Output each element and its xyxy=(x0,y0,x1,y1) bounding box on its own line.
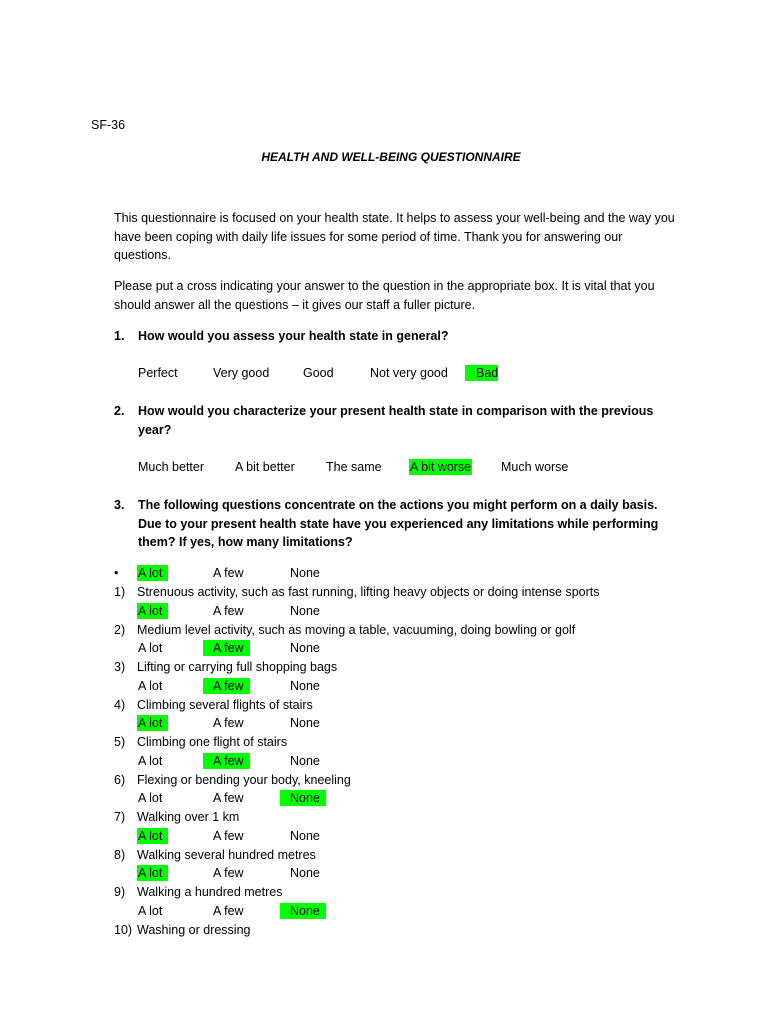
q3-item-label: Walking a hundred metres xyxy=(137,885,283,899)
q3-item-label: Strenuous activity, such as fast running, lifting heavy objects or doing intense sports xyxy=(137,585,600,599)
q3-item-number: 5) xyxy=(114,735,126,749)
scale-option-a-lot-selected[interactable]: A lot xyxy=(137,715,168,731)
q2-number: 2. xyxy=(114,404,125,418)
q3-item-number: 3) xyxy=(114,660,126,674)
q3-item-number: 7) xyxy=(114,810,126,824)
q3-item-label: Climbing one flight of stairs xyxy=(137,735,288,749)
scale-option-a-lot-selected[interactable]: A lot xyxy=(137,603,168,619)
q1-option[interactable]: Perfect xyxy=(138,366,178,380)
q1-option[interactable]: Very good xyxy=(213,366,270,380)
scale-option-none[interactable]: None xyxy=(290,641,320,656)
q3-item-number: 9) xyxy=(114,885,126,899)
scale-option-a-lot[interactable]: A lot xyxy=(138,641,163,656)
q3-text: The following questions concentrate on the actions you might perform on a daily basis. Due to your present health state have you experienced any limitations while performing them? If yes, how many limitations? xyxy=(138,498,659,549)
scale-option-a-lot[interactable]: A lot xyxy=(137,565,168,581)
scale-option-none[interactable]: None xyxy=(290,603,320,618)
scale-option-none[interactable]: None xyxy=(290,866,320,881)
instructions-paragraph: Please put a cross indicating your answer to the question in the appropriate box. It is vital that you should answer all the questions – it gives our staff a fuller picture. xyxy=(114,279,655,312)
q3-bullet: • xyxy=(114,566,119,580)
q3-number: 3. xyxy=(114,498,125,512)
scale-option-none-selected[interactable]: None xyxy=(280,903,326,919)
scale-option-a-few[interactable]: A few xyxy=(213,566,244,580)
scale-option-a-few[interactable]: A few xyxy=(213,828,244,843)
scale-option-a-lot-selected[interactable]: A lot xyxy=(137,828,168,844)
q3-item-label: Climbing several flights of stairs xyxy=(137,697,313,712)
scale-option-a-lot[interactable]: A lot xyxy=(138,678,163,693)
q1-text: How would you assess your health state in general? xyxy=(138,329,449,343)
scale-option-a-few[interactable]: A few xyxy=(213,716,244,731)
q3-item-number: 2) xyxy=(114,622,126,637)
q3-item-number: 8) xyxy=(114,847,126,862)
scale-option-none[interactable]: None xyxy=(290,753,320,768)
q2-option[interactable]: Much better xyxy=(138,460,205,474)
q3-item-label: Lifting or carrying full shopping bags xyxy=(137,660,338,674)
scale-option-none-selected[interactable]: None xyxy=(280,790,326,806)
q2-option[interactable]: The same xyxy=(326,460,382,474)
scale-option-a-lot[interactable]: A lot xyxy=(138,753,163,768)
q3-item-label: Flexing or bending your body, kneeling xyxy=(137,772,351,787)
scale-option-a-lot[interactable]: A lot xyxy=(138,791,163,806)
q2-text: How would you characterize your present health state in comparison with the previous year? xyxy=(138,404,654,437)
q2-option[interactable]: A bit better xyxy=(235,460,295,474)
q1-number: 1. xyxy=(114,329,125,343)
q3-item-label: Medium level activity, such as moving a table, vacuuming, doing bowling or golf xyxy=(137,622,576,637)
q3-item-number: 1) xyxy=(114,585,126,599)
page-title: HEALTH AND WELL-BEING QUESTIONNAIRE xyxy=(261,150,521,164)
q3-item-label: Walking over 1 km xyxy=(137,810,240,824)
scale-option-none[interactable]: None xyxy=(290,566,320,580)
scale-option-a-few-selected[interactable]: A few xyxy=(203,678,250,694)
q3-item-number: 10) xyxy=(114,922,133,937)
scale-option-a-few[interactable]: A few xyxy=(213,791,244,806)
document-code: SF-36 xyxy=(91,118,126,132)
q1-option[interactable]: Not very good xyxy=(370,366,448,380)
q1-option-selected[interactable]: Bad xyxy=(465,365,498,381)
q3-item-number: 6) xyxy=(114,772,126,787)
q3-item-label: Walking several hundred metres xyxy=(137,847,316,862)
q2-option[interactable]: Much worse xyxy=(501,460,569,474)
scale-option-a-few-selected[interactable]: A few xyxy=(203,753,250,769)
scale-option-none[interactable]: None xyxy=(290,828,320,843)
scale-option-a-few-selected[interactable]: A few xyxy=(203,640,250,656)
scale-option-a-few[interactable]: A few xyxy=(213,603,244,618)
scale-option-a-few[interactable]: A few xyxy=(213,903,244,918)
scale-option-none[interactable]: None xyxy=(290,716,320,731)
q3-item-label: Washing or dressing xyxy=(137,922,251,937)
scale-option-a-lot[interactable]: A lot xyxy=(138,903,163,918)
scale-option-a-few[interactable]: A few xyxy=(213,866,244,881)
scale-option-none[interactable]: None xyxy=(290,678,320,693)
scale-option-a-lot-selected[interactable]: A lot xyxy=(137,865,168,881)
intro-paragraph: This questionnaire is focused on your health state. It helps to assess your well-being and the way you have been coping with daily life issues for some period of time. Thank you for answering our questions. xyxy=(114,211,675,262)
q3-item-number: 4) xyxy=(114,697,126,712)
q2-option-selected[interactable]: A bit worse xyxy=(410,460,472,474)
q1-option[interactable]: Good xyxy=(303,366,334,380)
